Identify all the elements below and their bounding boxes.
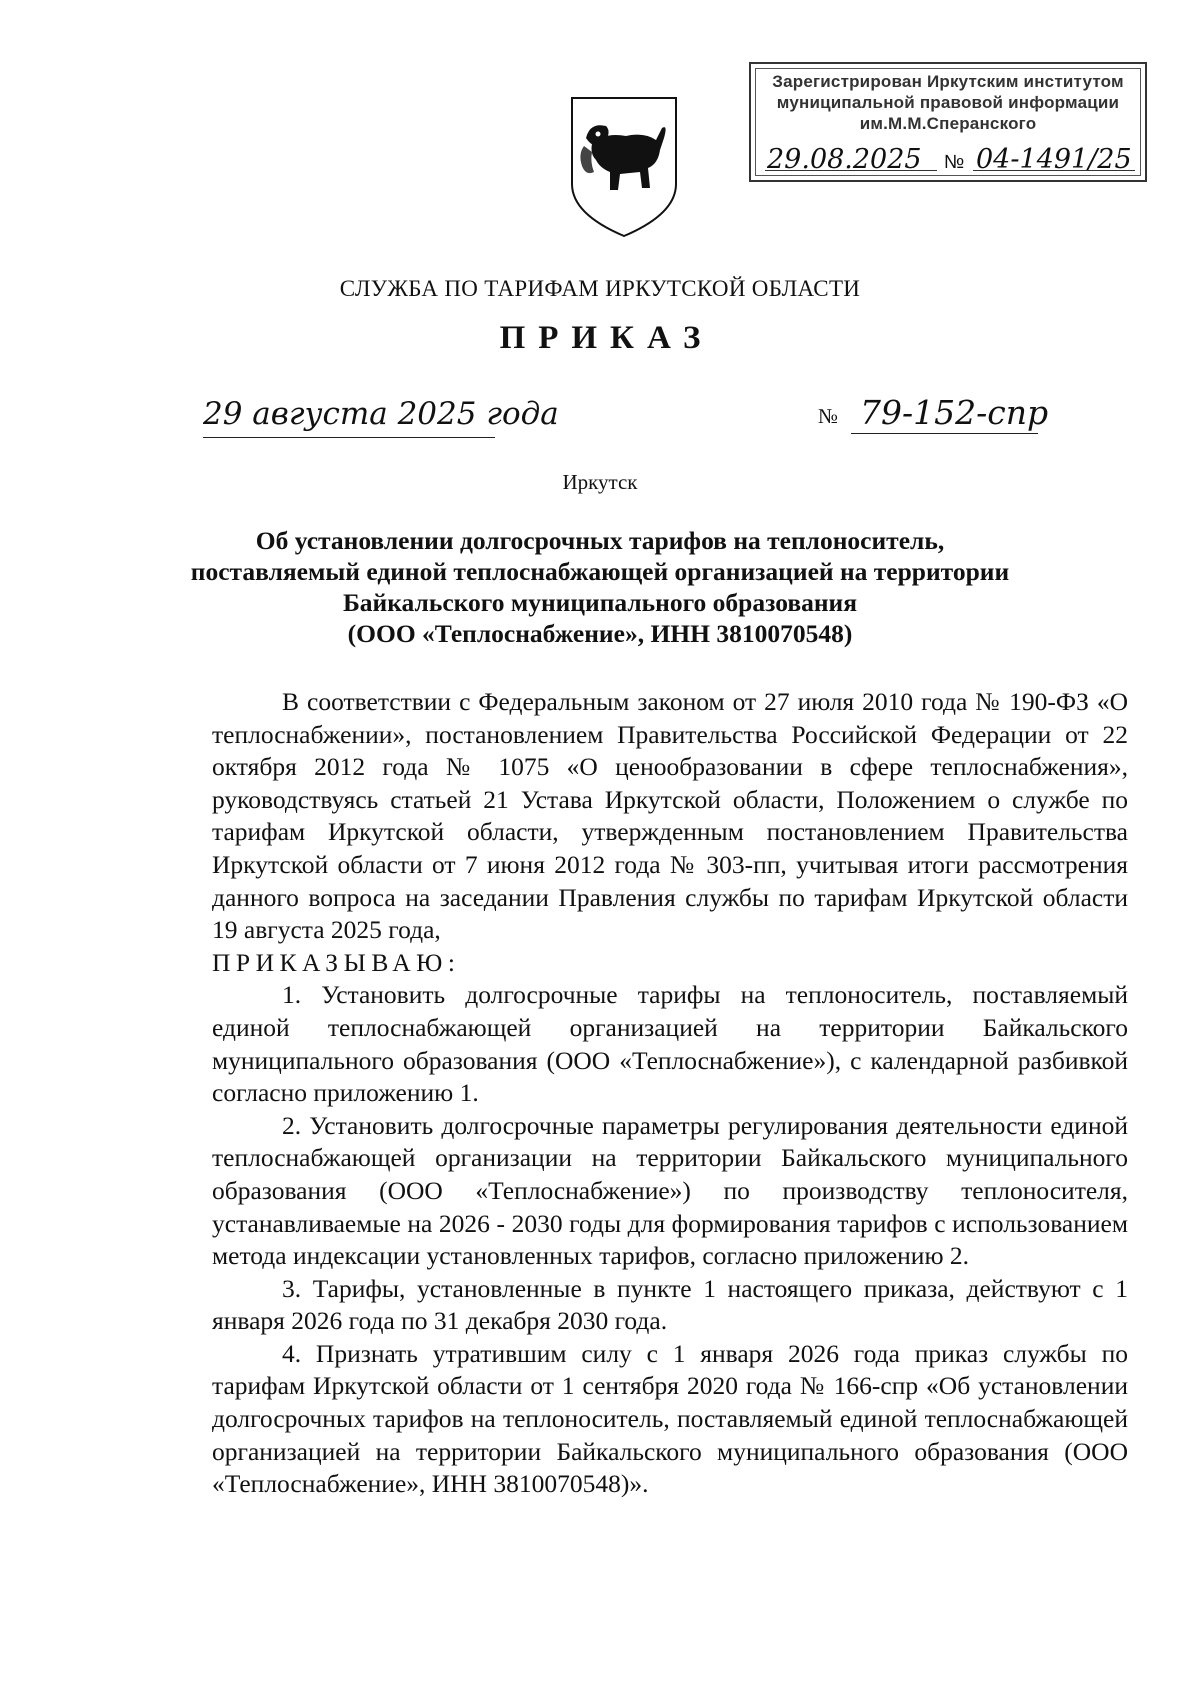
- document-type: ПРИКАЗ: [499, 320, 714, 356]
- order-point: 1. Установить долгосрочные тарифы на теплоноситель, поставляемый единой теплоснабжающей организацией на территории Байкальского муниципального образования (ООО «Теплоснабжение»), с календарной разбивкой согласно приложению 1.: [212, 980, 1128, 1108]
- stamp-number-sign: №: [944, 152, 965, 173]
- order-date: 29 августа 2025 года: [203, 396, 559, 432]
- irkutsk-coat-of-arms-icon: [564, 92, 684, 240]
- stamp-line-1: Зарегистрирован Иркутским институтом: [772, 72, 1124, 91]
- document-title-line: поставляемый единой теплоснабжающей организацией на территории: [190, 557, 1010, 586]
- stamp-line-2: муниципальной правовой информации: [776, 93, 1120, 112]
- document-title-line: Об установлении долгосрочных тарифов на теплоноситель,: [255, 526, 945, 555]
- document-title: [150, 525, 1050, 649]
- stamp-number-rule: [973, 170, 1135, 171]
- order-date-rule: [203, 437, 495, 438]
- stamp-line-3: им.М.М.Сперанского: [859, 114, 1037, 133]
- order-number: 79-152-спр: [860, 393, 1049, 432]
- stamp-registration-number: 04-1491/25: [976, 144, 1132, 175]
- document-body: [212, 686, 1128, 1501]
- stamp-registration-date: 29.08.2025: [767, 144, 922, 175]
- registration-stamp: [749, 62, 1147, 182]
- city: Иркутск: [562, 470, 638, 494]
- order-word: ПРИКАЗЫВАЮ:: [212, 947, 461, 977]
- order-point: 3. Тарифы, установленные в пункте 1 настоящего приказа, действуют с 1 января 2026 года по 31 декабря 2030 года.: [212, 1273, 1128, 1336]
- stamp-date-rule: [765, 170, 937, 171]
- order-point: 4. Признать утратившим силу с 1 января 2026 года приказ службы по тарифам Иркутской области от 1 сентября 2020 года № 166-спр «Об установлении долгосрочных тарифов на теплоноситель, поставляемый единой теплоснабжающей организацией на территории Байкальского муниципального образования (ООО «Теплоснабжение», ИНН 3810070548)».: [212, 1338, 1128, 1499]
- agency-name: СЛУЖБА ПО ТАРИФАМ ИРКУТСКОЙ ОБЛАСТИ: [339, 276, 861, 301]
- document-title-line: Байкальского муниципального образования: [342, 588, 858, 617]
- document-title-line: (ООО «Теплоснабжение», ИНН 3810070548): [347, 619, 853, 648]
- preamble-paragraph: В соответствии с Федеральным законом от 27 июля 2010 года № 190-ФЗ «О теплоснабжении», постановлением Правительства Российской Федерации от 22 октября 2012 года № 1075 «О ценообразовании в сфере теплоснабжения», руководствуясь статьей 21 Устава Иркутской области, Положением о службе по тарифам Иркутской области, утвержденным постановлением Правительства Иркутской области от 7 июня 2012 года № 303-пп, учитывая итоги рассмотрения данного вопроса на заседании Правления службы по тарифам Иркутской области 19 августа 2025 года,: [212, 687, 1128, 945]
- order-number-rule: [851, 433, 1038, 434]
- order-number-sign: №: [818, 404, 839, 428]
- order-point: 2. Установить долгосрочные параметры регулирования деятельности единой теплоснабжающей организации на территории Байкальского муниципального образования (ООО «Теплоснабжение») по производству теплоносителя, устанавливаемые на 2026 - 2030 годы для формирования тарифов с использованием метода индексации установленных тарифов, согласно приложению 2.: [212, 1110, 1128, 1271]
